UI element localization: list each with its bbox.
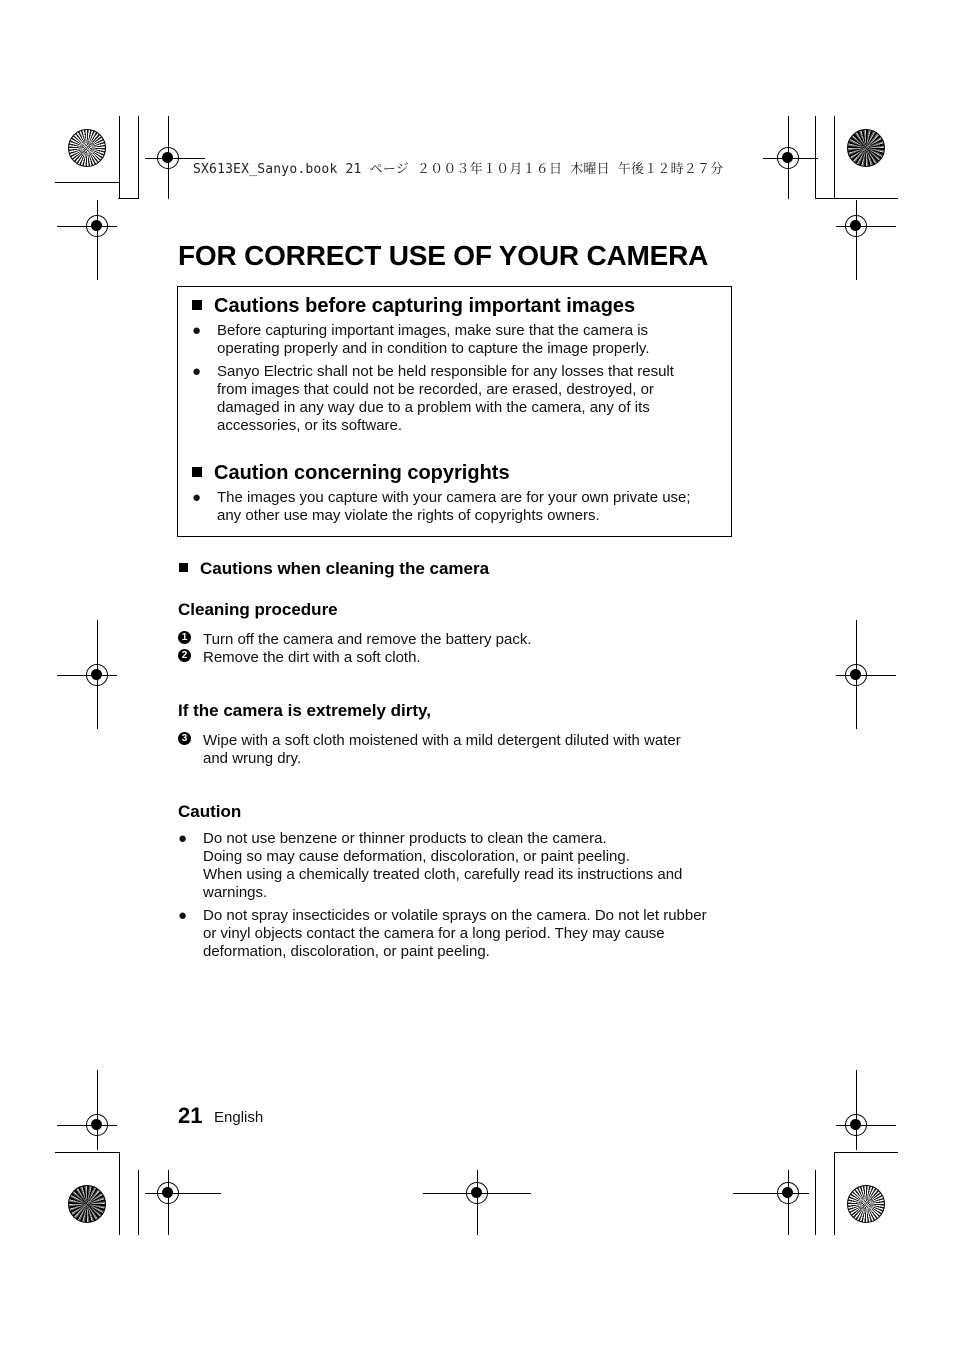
registration-target-icon <box>777 1182 799 1204</box>
list-item: 1 Turn off the camera and remove the battery pack. <box>203 631 532 649</box>
page-title: FOR CORRECT USE OF YOUR CAMERA <box>178 240 709 271</box>
registration-target-icon <box>86 215 108 237</box>
step-number-icon: 3 <box>178 732 191 745</box>
step-number-icon: 2 <box>178 649 191 662</box>
registration-target-icon <box>157 1182 179 1204</box>
starburst-icon <box>847 1185 885 1223</box>
starburst-icon <box>68 129 106 167</box>
subsection-heading: Caution <box>178 802 242 821</box>
list-item: ● Do not use benzene or thinner products to clean the camera. Doing so may cause deformation, discoloration, or paint peeling. When using a chemically treated cloth, carefully read its instructions and warnings. <box>178 830 683 901</box>
bullet-icon: ● <box>178 830 188 847</box>
section-heading: Cautions when cleaning the camera <box>179 559 489 579</box>
step-number-icon: 1 <box>178 631 191 644</box>
registration-target-icon <box>466 1182 488 1204</box>
registration-target-icon <box>86 664 108 686</box>
list-item: ● Do not spray insecticides or volatile sprays on the camera. Do not let rubber or vinyl objects contact the camera for a long period. They may cause deformation, discoloration, or paint peeling. <box>178 907 707 960</box>
section-heading: Cautions before capturing important images <box>192 295 635 318</box>
list-item: 3 Wipe with a soft cloth moistened with a mild detergent diluted with water and wrung dry. <box>203 732 681 768</box>
page-number: 21 <box>178 1103 203 1128</box>
subsection-heading: If the camera is extremely dirty, <box>178 701 431 720</box>
starburst-icon <box>847 129 885 167</box>
list-item: ● Before capturing important images, make sure that the camera is operating properly and in condition to capture the image properly. <box>192 322 650 357</box>
bullet-icon: ● <box>192 363 202 380</box>
starburst-icon <box>68 1185 106 1223</box>
registration-target-icon <box>86 1114 108 1136</box>
file-stamp: SX613EX_Sanyo.book 21 ページ ２００３年１０月１６日 木曜日 午後１２時２７分 <box>193 162 724 177</box>
registration-target-icon <box>845 215 867 237</box>
list-item: ● The images you capture with your camera are for your own private use; any other use may violate the rights of copyrights owners. <box>192 489 691 524</box>
bullet-icon: ● <box>192 489 202 506</box>
registration-target-icon <box>845 1114 867 1136</box>
page-language: English <box>214 1109 264 1126</box>
registration-target-icon <box>777 147 799 169</box>
list-item: 2 Remove the dirt with a soft cloth. <box>203 649 421 667</box>
list-item: ● Sanyo Electric shall not be held responsible for any losses that result from images that could not be recorded, are erased, destroyed, or damaged in any way due to a problem with the camera, any of its accessories, or its software. <box>192 363 674 434</box>
bullet-icon: ● <box>178 907 188 924</box>
square-bullet-icon <box>192 467 202 477</box>
registration-target-icon <box>845 664 867 686</box>
subsection-heading: Cleaning procedure <box>178 600 338 619</box>
square-bullet-icon <box>179 563 188 572</box>
section-heading: Caution concerning copyrights <box>192 462 510 485</box>
square-bullet-icon <box>192 300 202 310</box>
bullet-icon: ● <box>192 322 202 339</box>
registration-target-icon <box>157 147 179 169</box>
